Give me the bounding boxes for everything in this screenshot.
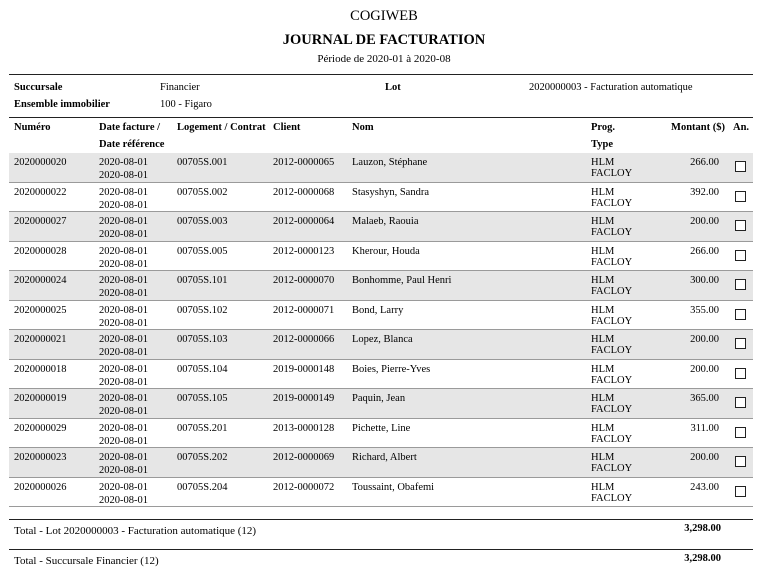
- row-prog: HLM: [591, 422, 615, 434]
- row-prog: HLM: [591, 186, 615, 198]
- table-row: [9, 183, 753, 213]
- row-numero: 2020000022: [14, 186, 67, 198]
- row-nom: Malaeb, Raouia: [352, 216, 419, 227]
- row-client: 2012-0000123: [273, 245, 335, 257]
- row-client: 2019-0000149: [273, 393, 335, 404]
- row-montant: 311.00: [690, 422, 719, 434]
- row-montant: 355.00: [690, 304, 719, 316]
- row-client: 2012-0000066: [273, 334, 335, 345]
- row-an-checkbox[interactable]: [735, 161, 746, 172]
- invoice-table: [9, 153, 753, 507]
- row-date-reference: 2020-08-01: [99, 435, 148, 447]
- row-prog: HLM: [591, 216, 615, 227]
- row-an-checkbox[interactable]: [735, 456, 746, 467]
- row-numero: 2020000027: [14, 216, 67, 227]
- row-logement: 00705S.201: [177, 422, 228, 434]
- row-date-reference: 2020-08-01: [99, 258, 148, 270]
- table-row: [9, 271, 753, 301]
- succursale-total-label: Total - Succursale Financier (12): [14, 555, 159, 567]
- row-type: FACLOY: [591, 286, 633, 297]
- row-numero: 2020000029: [14, 422, 67, 434]
- row-an-checkbox[interactable]: [735, 250, 746, 261]
- row-client: 2012-0000065: [273, 157, 335, 168]
- succursale-total-amount: 3,298.00: [684, 553, 721, 564]
- row-montant: 365.00: [690, 393, 719, 404]
- report-title: JOURNAL DE FACTURATION: [282, 32, 486, 48]
- row-logement: 00705S.104: [177, 363, 228, 375]
- row-nom: Stasyshyn, Sandra: [352, 186, 429, 198]
- row-logement: 00705S.102: [177, 304, 228, 316]
- row-prog: HLM: [591, 334, 615, 345]
- col-prog: Prog.: [591, 122, 616, 133]
- row-logement: 00705S.002: [177, 186, 228, 198]
- row-type: FACLOY: [591, 374, 633, 386]
- table-row: [9, 153, 753, 183]
- row-date-reference: 2020-08-01: [99, 170, 148, 181]
- row-type: FACLOY: [591, 256, 633, 268]
- row-client: 2012-0000071: [273, 304, 335, 316]
- row-type: FACLOY: [591, 345, 633, 356]
- row-numero: 2020000018: [14, 363, 67, 375]
- row-client: 2012-0000068: [273, 186, 335, 198]
- row-an-checkbox[interactable]: [735, 397, 746, 408]
- row-type: FACLOY: [591, 315, 633, 327]
- row-prog: HLM: [591, 304, 615, 316]
- row-client: 2012-0000070: [273, 275, 335, 286]
- row-logement: 00705S.001: [177, 157, 228, 168]
- row-date-facture: 2020-08-01: [99, 452, 148, 463]
- ensemble-label: Ensemble immobilier: [14, 99, 110, 110]
- row-type: FACLOY: [591, 197, 633, 209]
- row-date-reference: 2020-08-01: [99, 229, 148, 240]
- lot-value: 2020000003 - Facturation automatique: [529, 82, 693, 93]
- row-client: 2012-0000072: [273, 481, 335, 493]
- row-date-facture: 2020-08-01: [99, 363, 148, 375]
- row-logement: 00705S.202: [177, 452, 228, 463]
- table-row: [9, 212, 753, 242]
- row-nom: Pichette, Line: [352, 422, 411, 434]
- row-date-facture: 2020-08-01: [99, 304, 148, 316]
- row-numero: 2020000023: [14, 452, 67, 463]
- row-numero: 2020000019: [14, 393, 67, 404]
- lot-total-rule: [9, 519, 753, 520]
- succursale-total-rule: [9, 549, 753, 550]
- row-prog: HLM: [591, 275, 615, 286]
- lot-label: Lot: [385, 82, 401, 93]
- table-row: [9, 242, 753, 272]
- row-montant: 266.00: [690, 157, 719, 168]
- row-logement: 00705S.103: [177, 334, 228, 345]
- row-an-checkbox[interactable]: [735, 279, 746, 290]
- row-montant: 200.00: [690, 452, 719, 463]
- ensemble-value: 100 - Figaro: [160, 99, 212, 110]
- row-date-reference: 2020-08-01: [99, 376, 148, 388]
- row-montant: 243.00: [690, 481, 719, 493]
- row-montant: 200.00: [690, 363, 719, 375]
- row-date-reference: 2020-08-01: [99, 317, 148, 329]
- row-nom: Bond, Larry: [352, 304, 404, 316]
- row-an-checkbox[interactable]: [735, 486, 746, 497]
- row-type: FACLOY: [591, 168, 633, 179]
- company-name: COGIWEB: [350, 8, 418, 24]
- col-type: Type: [591, 139, 613, 150]
- row-an-checkbox[interactable]: [735, 427, 746, 438]
- row-numero: 2020000025: [14, 304, 67, 316]
- row-prog: HLM: [591, 245, 615, 257]
- row-logement: 00705S.003: [177, 216, 228, 227]
- row-date-reference: 2020-08-01: [99, 199, 148, 211]
- lot-total-label: Total - Lot 2020000003 - Facturation automatique (12): [14, 525, 257, 537]
- col-client: Client: [273, 122, 301, 133]
- row-montant: 200.00: [690, 334, 719, 345]
- row-numero: 2020000024: [14, 275, 67, 286]
- row-nom: Bonhomme, Paul Henri: [352, 275, 452, 286]
- succursale-value: Financier: [160, 82, 200, 93]
- row-type: FACLOY: [591, 433, 633, 445]
- table-row: [9, 301, 753, 331]
- row-date-reference: 2020-08-01: [99, 465, 148, 476]
- row-an-checkbox[interactable]: [735, 191, 746, 202]
- row-client: 2012-0000069: [273, 452, 335, 463]
- row-montant: 300.00: [690, 275, 719, 286]
- row-date-facture: 2020-08-01: [99, 216, 148, 227]
- lot-total-amount: 3,298.00: [684, 523, 721, 534]
- table-row: [9, 419, 753, 449]
- row-date-facture: 2020-08-01: [99, 334, 148, 345]
- row-prog: HLM: [591, 393, 615, 404]
- col-logement: Logement / Contrat: [177, 122, 266, 133]
- row-prog: HLM: [591, 363, 615, 375]
- row-nom: Lopez, Blanca: [352, 334, 413, 345]
- row-an-checkbox[interactable]: [735, 309, 746, 320]
- row-an-checkbox[interactable]: [735, 368, 746, 379]
- col-an: An.: [733, 122, 750, 133]
- col-numero: Numéro: [14, 122, 51, 133]
- table-row: [9, 389, 753, 419]
- row-montant: 200.00: [690, 216, 719, 227]
- row-nom: Kherour, Houda: [352, 245, 420, 257]
- row-nom: Paquin, Jean: [352, 393, 406, 404]
- row-date-facture: 2020-08-01: [99, 481, 148, 493]
- row-logement: 00705S.105: [177, 393, 228, 404]
- col-montant: Montant ($): [671, 122, 725, 133]
- row-prog: HLM: [591, 452, 615, 463]
- header-top-rule: [9, 74, 753, 75]
- row-numero: 2020000028: [14, 245, 67, 257]
- row-prog: HLM: [591, 481, 615, 493]
- row-type: FACLOY: [591, 404, 633, 415]
- row-date-reference: 2020-08-01: [99, 494, 148, 506]
- row-montant: 392.00: [690, 186, 719, 198]
- row-prog: HLM: [591, 157, 615, 168]
- row-nom: Boies, Pierre-Yves: [352, 363, 431, 375]
- row-date-reference: 2020-08-01: [99, 347, 148, 358]
- table-row: [9, 360, 753, 390]
- table-row: [9, 448, 753, 478]
- row-date-facture: 2020-08-01: [99, 186, 148, 198]
- row-nom: Lauzon, Stéphane: [352, 157, 428, 168]
- row-montant: 266.00: [690, 245, 719, 257]
- row-an-checkbox[interactable]: [735, 338, 746, 349]
- row-client: 2013-0000128: [273, 422, 335, 434]
- row-logement: 00705S.204: [177, 481, 228, 493]
- col-nom: Nom: [352, 122, 374, 133]
- row-date-reference: 2020-08-01: [99, 406, 148, 417]
- row-date-facture: 2020-08-01: [99, 157, 148, 168]
- row-client: 2012-0000064: [273, 216, 335, 227]
- report-period: Période de 2020-01 à 2020-08: [317, 53, 451, 65]
- col-date-reference: Date référence: [99, 139, 165, 150]
- row-nom: Richard, Albert: [352, 452, 417, 463]
- row-type: FACLOY: [591, 463, 633, 474]
- row-client: 2019-0000148: [273, 363, 335, 375]
- table-row: [9, 330, 753, 360]
- succursale-label: Succursale: [14, 82, 63, 93]
- row-logement: 00705S.005: [177, 245, 228, 257]
- row-nom: Toussaint, Obafemi: [352, 481, 435, 493]
- row-type: FACLOY: [591, 492, 633, 504]
- row-logement: 00705S.101: [177, 275, 228, 286]
- table-row: [9, 478, 753, 508]
- row-date-reference: 2020-08-01: [99, 288, 148, 299]
- row-date-facture: 2020-08-01: [99, 393, 148, 404]
- row-type: FACLOY: [591, 227, 633, 238]
- row-an-checkbox[interactable]: [735, 220, 746, 231]
- info-bottom-rule: [9, 117, 753, 118]
- col-date-facture: Date facture /: [99, 122, 161, 133]
- row-date-facture: 2020-08-01: [99, 245, 148, 257]
- row-numero: 2020000026: [14, 481, 67, 493]
- row-numero: 2020000020: [14, 157, 67, 168]
- row-numero: 2020000021: [14, 334, 67, 345]
- row-date-facture: 2020-08-01: [99, 275, 148, 286]
- row-date-facture: 2020-08-01: [99, 422, 148, 434]
